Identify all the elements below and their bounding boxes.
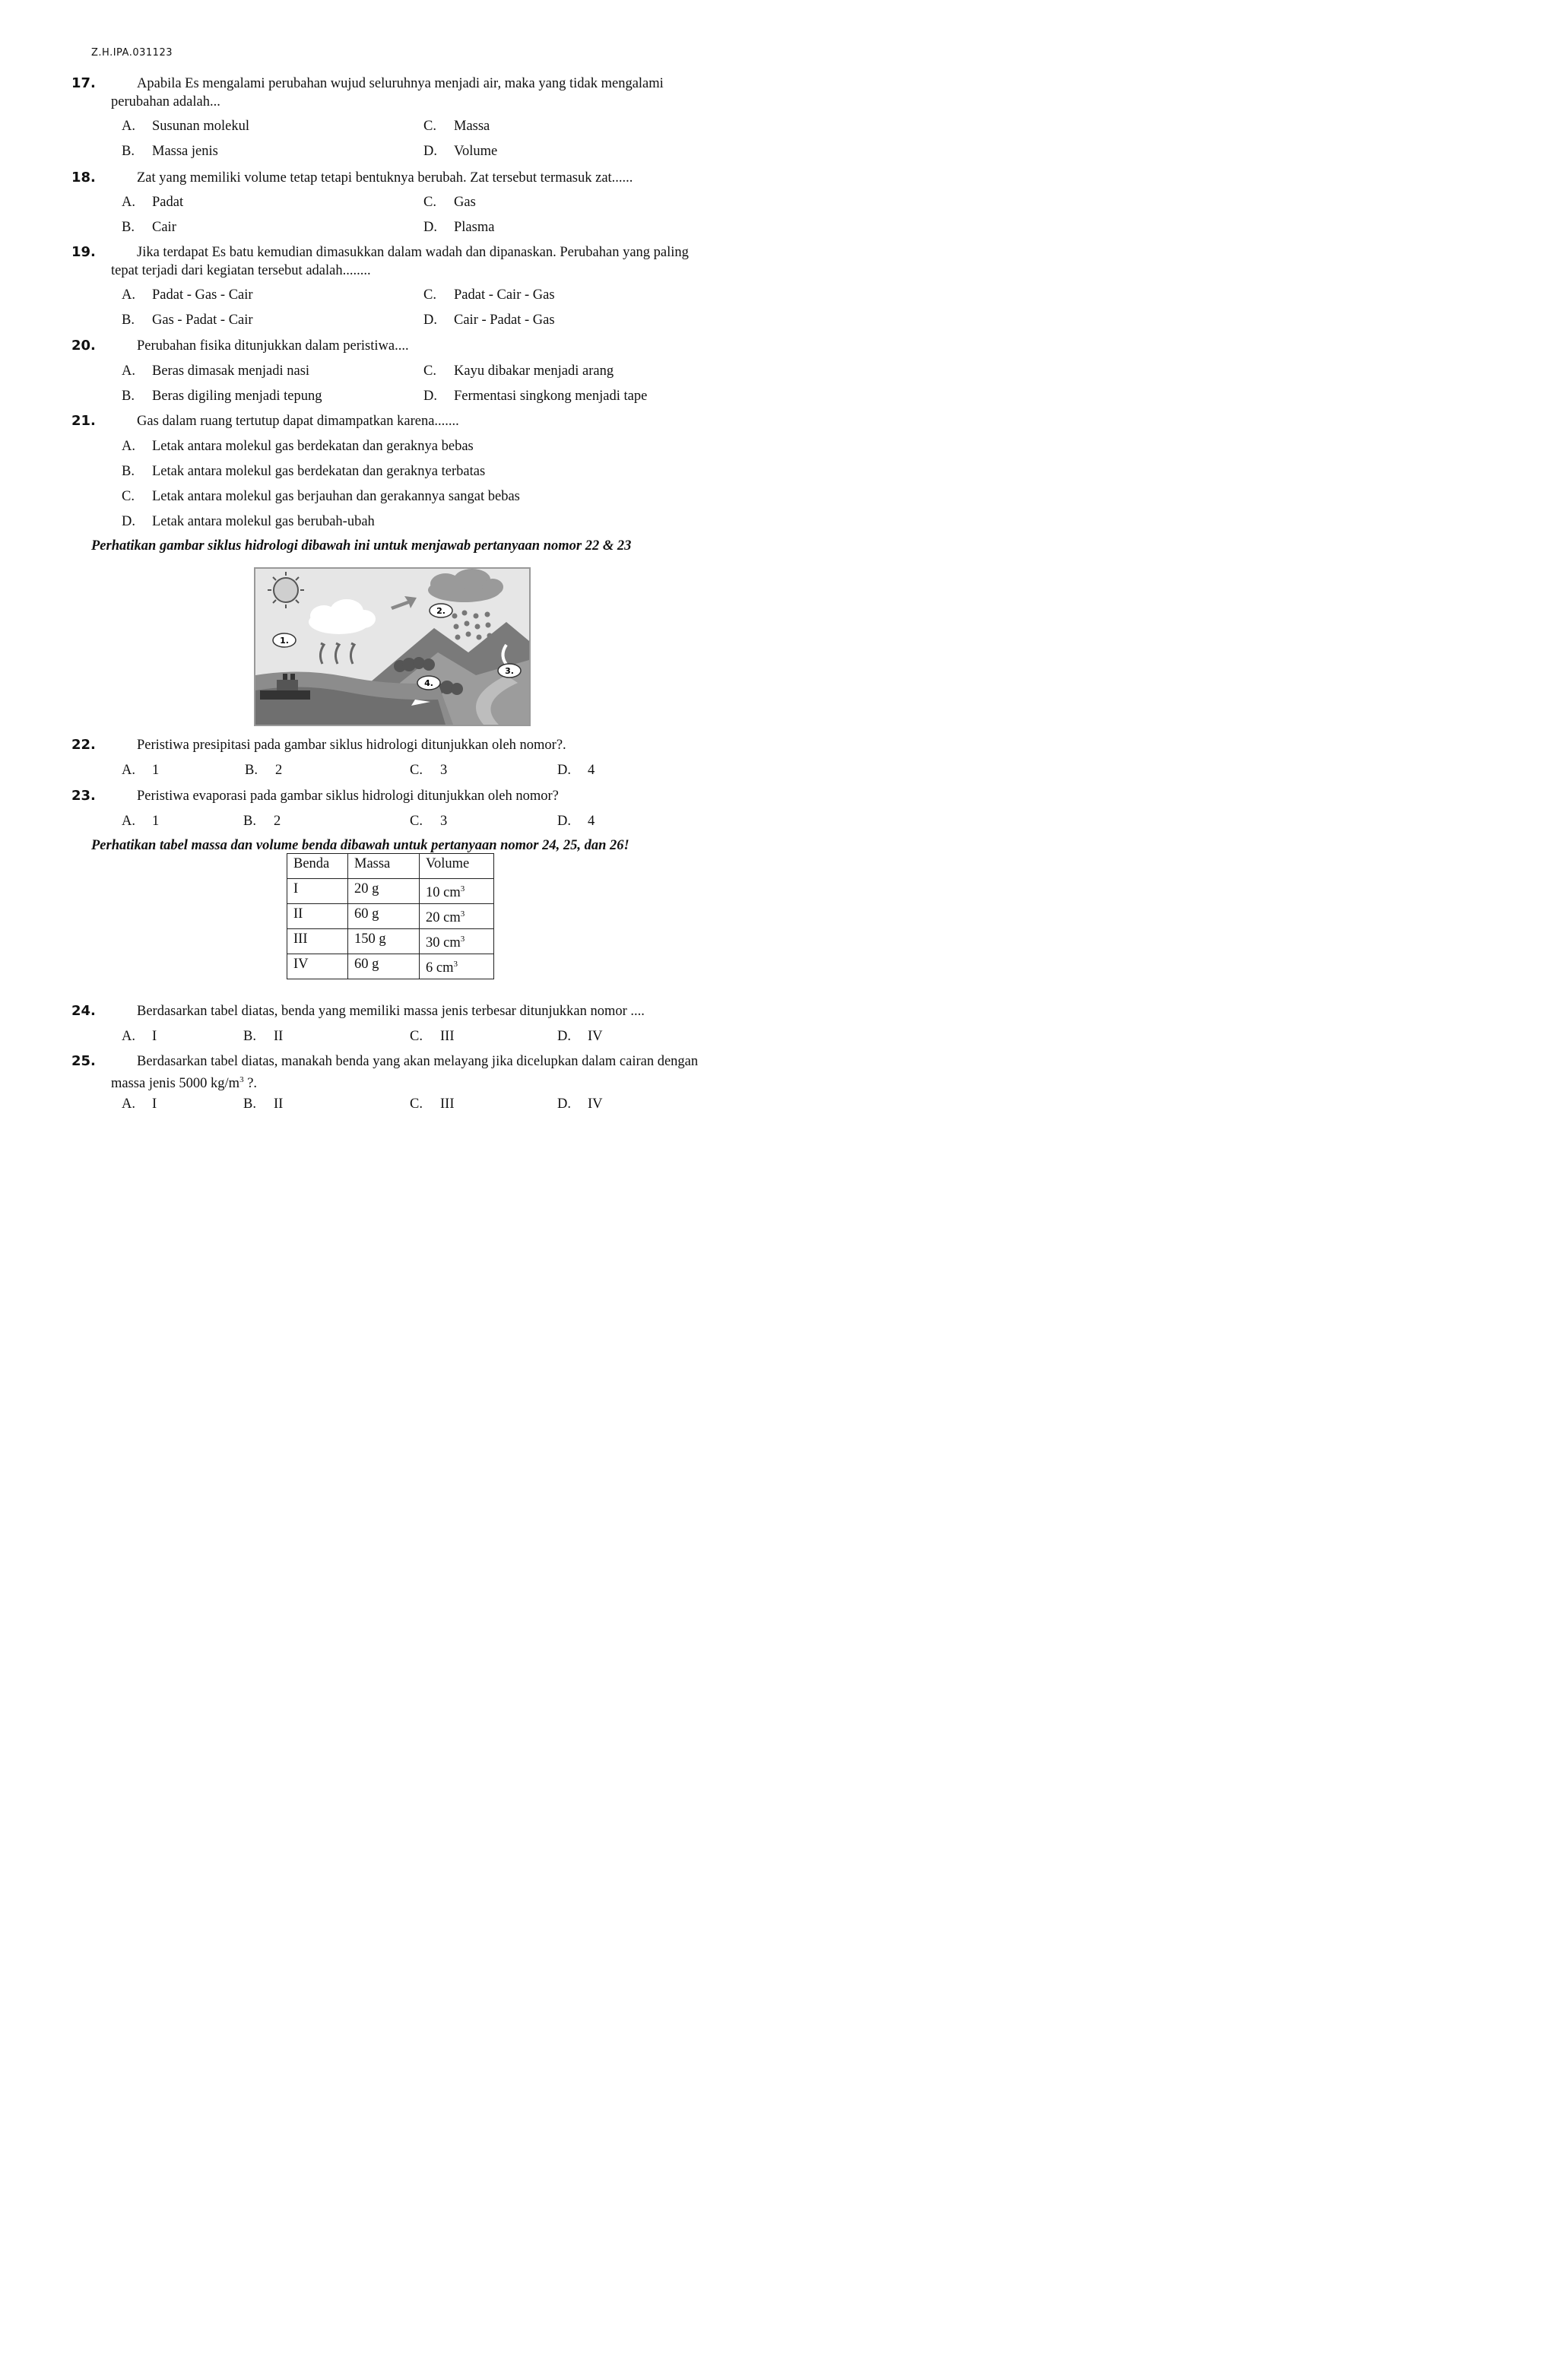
option-23-d: D. 4 [557, 814, 595, 829]
table-row [287, 904, 494, 929]
table-cell: II [287, 904, 348, 929]
option-24-c: C. III [410, 1029, 455, 1044]
question-text: Berdasarkan tabel diatas, manakah benda yang akan melayang jika dicelupkan dalam cairan dengan massa jenis 5000 $kg/m^3$ ?. [111, 1054, 699, 1092]
option-19-d: D. Cair - Padat - Gas [423, 313, 555, 328]
question-17 [71, 75, 710, 111]
figure-label-4: 4. [424, 678, 433, 688]
option-20-a: A. Beras dimasak menjadi nasi [122, 363, 310, 379]
figure-label-2: 2. [436, 606, 446, 616]
table-note: Perhatikan tabel massa dan volume benda dibawah untuk pertanyaan nomor 24, 25, dan 26! [91, 838, 629, 853]
table-row [287, 954, 494, 979]
question-number: 18. [71, 170, 96, 186]
table-cell: 6 $cm^3$ [420, 954, 494, 979]
question-text: Zat yang memiliki volume tetap tetapi bentuknya berubah. Zat tersebut termasuk zat...... [137, 170, 633, 186]
table-header: Benda [287, 854, 348, 879]
figure-label-3: 3. [505, 666, 514, 676]
table-cell: 150 g [348, 929, 420, 954]
table-row [287, 929, 494, 954]
question-number: 23. [71, 788, 96, 804]
table-cell: III [287, 929, 348, 954]
option-19-a: A. Padat - Gas - Cair [122, 287, 253, 303]
option-23-a: A. 1 [122, 814, 160, 829]
option-23-c: C. 3 [410, 814, 448, 829]
option-17-c: C. Massa [423, 119, 490, 134]
table-cell: 60 g [348, 904, 420, 929]
question-number: 17. [71, 75, 96, 91]
question-25 [71, 1052, 710, 1093]
question-23 [71, 787, 710, 805]
question-text: Gas dalam ruang tertutup dapat dimampatkan karena....... [137, 414, 459, 429]
option-17-b: B. Massa jenis [122, 144, 218, 159]
option-25-b: B. II [243, 1096, 284, 1112]
question-18 [71, 169, 710, 187]
document-code: Z.H.IPA.031123 [91, 47, 173, 59]
option-21-b: B. Letak antara molekul gas berdekatan dan geraknya terbatas [122, 464, 486, 479]
option-24-a: A. I [122, 1029, 157, 1044]
question-21 [71, 412, 710, 430]
option-24-b: B. II [243, 1029, 284, 1044]
option-18-b: B. Cair [122, 220, 176, 235]
option-17-d: D. Volume [423, 144, 498, 159]
table-cell: 20 $cm^3$ [420, 904, 494, 929]
hydrology-figure [254, 567, 531, 726]
question-24 [71, 1002, 710, 1020]
option-20-b: B. Beras digiling menjadi tepung [122, 389, 322, 404]
question-number: 24. [71, 1003, 96, 1019]
table-cell: I [287, 879, 348, 904]
option-24-d: D. IV [557, 1029, 603, 1044]
option-19-b: B. Gas - Padat - Cair [122, 313, 253, 328]
option-25-c: C. III [410, 1096, 455, 1112]
table-header: Massa [348, 854, 420, 879]
option-17-a: A. Susunan molekul [122, 119, 249, 134]
option-22-d: D. 4 [557, 763, 595, 778]
question-text: Peristiwa evaporasi pada gambar siklus hidrologi ditunjukkan oleh nomor? [137, 789, 559, 804]
sun-icon [268, 572, 304, 608]
question-22 [71, 736, 710, 754]
table-cell: 60 g [348, 954, 420, 979]
option-20-d: D. Fermentasi singkong menjadi tape [423, 389, 648, 404]
table-row [287, 879, 494, 904]
question-number: 21. [71, 413, 96, 429]
option-18-d: D. Plasma [423, 220, 495, 235]
table-cell: 10 $cm^3$ [420, 879, 494, 904]
question-text: Peristiwa presipitasi pada gambar siklus hidrologi ditunjukkan oleh nomor?. [137, 738, 566, 753]
question-20 [71, 337, 710, 355]
option-23-b: B. 2 [243, 814, 281, 829]
option-18-c: C. Gas [423, 195, 476, 210]
question-text: Jika terdapat Es batu kemudian dimasukkan dalam wadah dan dipanaskan. Perubahan yang paling tepat terjadi dari kegiatan tersebut adalah........ [111, 245, 689, 278]
table-header-row [287, 854, 494, 879]
table-header: Volume [420, 854, 494, 879]
hydrology-note: Perhatikan gambar siklus hidrologi dibawah ini untuk menjawab pertanyaan nomor 22 & 23 [91, 538, 632, 554]
mass-volume-table [287, 853, 494, 979]
table-cell: IV [287, 954, 348, 979]
question-number: 20. [71, 338, 96, 354]
option-25-d: D. IV [557, 1096, 603, 1112]
question-text: Apabila Es mengalami perubahan wujud seluruhnya menjadi air, maka yang tidak mengalami perubahan adalah... [111, 76, 664, 109]
option-25-a: A. I [122, 1096, 157, 1112]
question-text: Perubahan fisika ditunjukkan dalam peristiwa.... [137, 338, 409, 354]
option-22-b: B. 2 [245, 763, 283, 778]
option-21-d: D. Letak antara molekul gas berubah-ubah [122, 514, 375, 529]
option-18-a: A. Padat [122, 195, 184, 210]
question-number: 19. [71, 244, 96, 260]
option-22-c: C. 3 [410, 763, 448, 778]
option-22-a: A. 1 [122, 763, 160, 778]
table-cell: 20 g [348, 879, 420, 904]
question-number: 22. [71, 737, 96, 753]
option-19-c: C. Padat - Cair - Gas [423, 287, 555, 303]
table-cell: 30 $cm^3$ [420, 929, 494, 954]
figure-label-1: 1. [280, 636, 289, 646]
question-19 [71, 243, 710, 280]
question-text: Berdasarkan tabel diatas, benda yang memiliki massa jenis terbesar ditunjukkan nomor .... [137, 1004, 645, 1019]
option-21-a: A. Letak antara molekul gas berdekatan dan geraknya bebas [122, 439, 474, 454]
question-number: 25. [71, 1053, 96, 1069]
option-20-c: C. Kayu dibakar menjadi arang [423, 363, 614, 379]
option-21-c: C. Letak antara molekul gas berjauhan dan gerakannya sangat bebas [122, 489, 520, 504]
